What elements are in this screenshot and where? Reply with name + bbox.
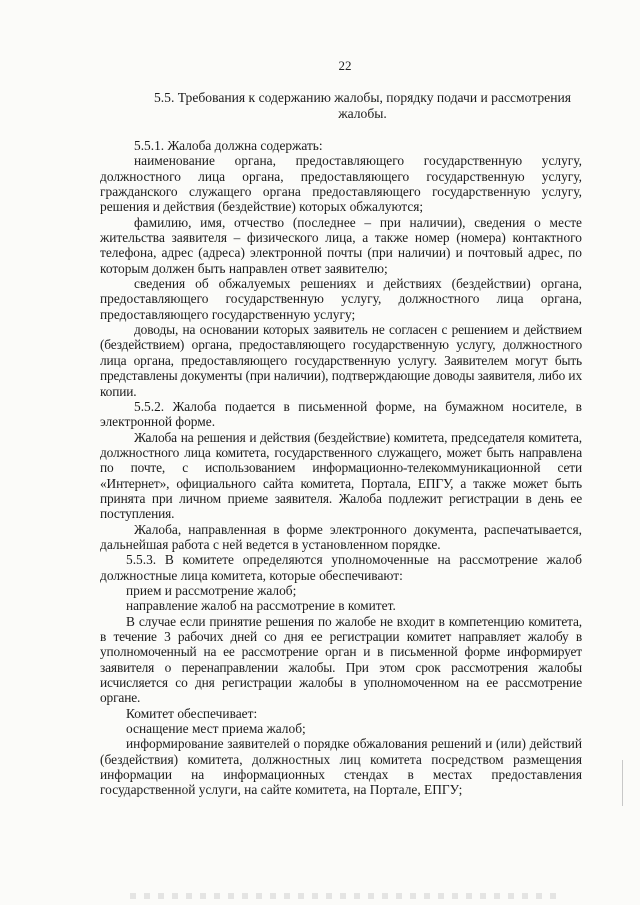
paragraph-electronic-doc: Жалоба, направленная в форме электронного документа, распечатывается, дальнейшая работа с ней ведется в установленном порядке. [100,521,582,552]
paragraph-item-informing: информирование заявителей о порядке обжалования решений и (или) действий (бездействия) комитета, должностных лиц комитета посредством размещения информации на информационных стендах в местах предоставления государственной услуги, на сайте комитета, на Портале, ЕПГУ; [100,736,582,798]
document-body [100,138,582,798]
paragraph-5-5-3: 5.5.3. В комитете определяются уполномоченные на рассмотрение жалоб должностные лица комитета, которые обеспечивают: [100,552,582,583]
paragraph-item-arguments: доводы, на основании которых заявитель не согласен с решением и действием (бездействием) органа, предоставляющего государственную услугу, должностного лица органа, предоставляющего государственную услугу. Заявителем могут быть представлены документы (при наличии), подтверждающие доводы заявителя, либо их копии. [100,322,582,399]
paragraph-committee-provides: Комитет обеспечивает: [126,705,258,721]
paragraph-item-equipment: оснащение мест приема жалоб; [126,721,306,737]
page-number: 22 [338,58,352,73]
paragraph-item-organ: наименование органа, предоставляющего государственную услугу, должностного лица органа, предоставляющего государственную услугу, гражданского служащего органа предоставляющего государственную услугу, решения и действия (бездействие) которых обжалуются; [100,153,582,215]
paragraph-item-fio: фамилию, имя, отчество (последнее – при наличии), сведения о месте жительства заявителя – физического лица, а также номер (номера) контактного телефона, адрес (адреса) электронной почты (при наличии) и почтовый адрес, по которым должен быть направлен ответ заявителю; [100,214,582,276]
paragraph-item-forwarding: направление жалоб на рассмотрение в комитет. [126,598,396,614]
paragraph-item-reception: прием и рассмотрение жалоб; [126,582,297,598]
paragraph-5-5-2: 5.5.2. Жалоба подается в письменной форме, на бумажном носителе, в электронной форме. [100,398,582,430]
paragraph-item-decisions: сведения об обжалуемых решениях и действиях (бездействии) органа, предоставляющего государственную услугу, должностного лица органа, предоставляющего государственную услугу; [100,276,582,322]
scan-bottom-noise [130,893,560,899]
paragraph-5-5-1: 5.5.1. Жалоба должна содержать: [134,138,323,153]
paragraph-complaint-channels: Жалоба на решения и действия (бездействие) комитета, председателя комитета, должностного лица комитета, государственного служащего, может быть направлена по почте, с использованием информационно-телекоммуникационной сети «Интернет», официального сайта комитета, Портала, ЕПГУ, а также может быть принята при личном приеме заявителя. Жалоба подлежит регистрации в день ее поступления. [100,429,582,522]
scan-margin-mark [622,760,623,806]
section-title: 5.5. Требования к содержанию жалобы, порядку подачи и рассмотрения жалобы. [153,90,572,121]
paragraph-redirect: В случае если принятие решения по жалобе не входит в компетенцию комитета, в течение 3 рабочих дней со дня ее регистрации комитет направляет жалобу в уполномоченный на ее рассмотрение орган и в письменной форме информирует заявителя о перенаправлении жалобы. При этом срок рассмотрения жалобы исчисляется со дня регистрации жалобы в уполномоченном на ее рассмотрение органе. [100,613,582,706]
